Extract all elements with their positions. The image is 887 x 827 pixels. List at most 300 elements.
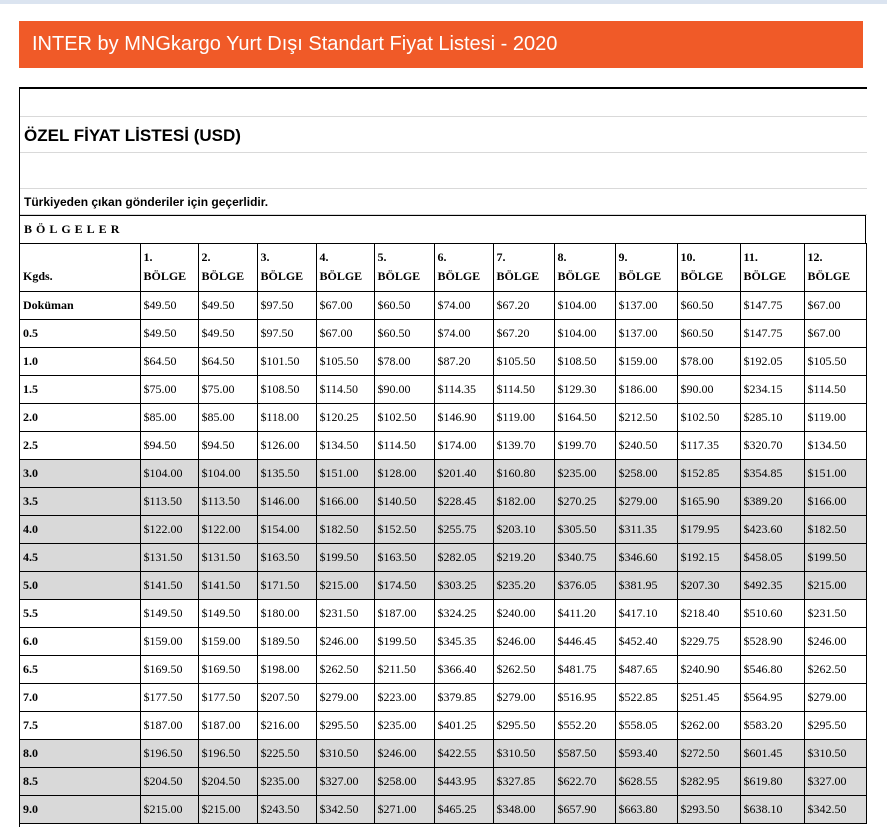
price-cell: $67.00 — [316, 320, 374, 348]
price-cell: $417.10 — [615, 600, 677, 628]
weight-cell: 8.0 — [20, 740, 140, 768]
price-cell: $64.50 — [140, 348, 198, 376]
table-row — [20, 712, 866, 740]
price-cell: $223.00 — [374, 684, 434, 712]
price-cell: $207.30 — [677, 572, 740, 600]
price-cell: $458.05 — [740, 544, 804, 572]
price-cell: $154.00 — [257, 516, 316, 544]
price-cell: $199.50 — [316, 544, 374, 572]
price-cell: $146.90 — [434, 404, 493, 432]
price-cell: $487.65 — [615, 656, 677, 684]
price-cell: $169.50 — [140, 656, 198, 684]
price-cell: $101.50 — [257, 348, 316, 376]
table-row — [20, 656, 866, 684]
price-cell: $87.20 — [434, 348, 493, 376]
price-cell: $179.95 — [677, 516, 740, 544]
price-cell: $104.00 — [140, 460, 198, 488]
table-header-row — [20, 244, 866, 292]
price-list-title: ÖZEL FİYAT LİSTESİ (USD) — [24, 126, 241, 145]
price-cell: $452.40 — [615, 628, 677, 656]
price-cell: $229.75 — [677, 628, 740, 656]
price-cell: $131.50 — [198, 544, 257, 572]
region-number: 6. — [437, 250, 447, 264]
price-cell: $423.60 — [740, 516, 804, 544]
price-cell: $657.90 — [554, 796, 615, 824]
price-cell: $49.50 — [198, 320, 257, 348]
region-label: BÖLGE — [143, 269, 187, 283]
price-cell: $177.50 — [198, 684, 257, 712]
price-cell: $94.50 — [198, 432, 257, 460]
price-cell: $196.50 — [198, 740, 257, 768]
price-cell: $258.00 — [374, 768, 434, 796]
price-cell: $203.10 — [493, 516, 554, 544]
price-cell: $113.50 — [140, 488, 198, 516]
price-cell: $207.50 — [257, 684, 316, 712]
weight-cell: 7.5 — [20, 712, 140, 740]
price-cell: $342.50 — [316, 796, 374, 824]
price-cell: $354.85 — [740, 460, 804, 488]
price-cell: $481.75 — [554, 656, 615, 684]
price-cell: $102.50 — [677, 404, 740, 432]
price-cell: $159.00 — [140, 628, 198, 656]
region-column-header — [740, 244, 804, 292]
price-cell: $601.45 — [740, 740, 804, 768]
price-cell: $67.20 — [493, 320, 554, 348]
price-cell: $160.80 — [493, 460, 554, 488]
price-cell: $182.50 — [316, 516, 374, 544]
region-label: BÖLGE — [618, 269, 662, 283]
price-cell: $60.50 — [677, 292, 740, 320]
price-cell: $119.00 — [804, 404, 866, 432]
price-cell: $199.50 — [804, 544, 866, 572]
price-cell: $215.00 — [198, 796, 257, 824]
region-label: BÖLGE — [260, 269, 304, 283]
price-cell: $117.35 — [677, 432, 740, 460]
price-cell: $113.50 — [198, 488, 257, 516]
price-cell: $119.00 — [493, 404, 554, 432]
price-cell: $663.80 — [615, 796, 677, 824]
region-number: 8. — [557, 250, 567, 264]
price-cell: $231.50 — [804, 600, 866, 628]
price-cell: $174.00 — [434, 432, 493, 460]
price-cell: $558.05 — [615, 712, 677, 740]
price-cell: $169.50 — [198, 656, 257, 684]
price-cell: $376.05 — [554, 572, 615, 600]
region-label: BÖLGE — [743, 269, 787, 283]
price-cell: $272.50 — [677, 740, 740, 768]
price-cell: $204.50 — [198, 768, 257, 796]
price-cell: $104.00 — [198, 460, 257, 488]
price-cell: $67.00 — [804, 320, 866, 348]
weight-cell: 4.5 — [20, 544, 140, 572]
price-cell: $324.25 — [434, 600, 493, 628]
price-cell: $97.50 — [257, 292, 316, 320]
weight-cell: 3.5 — [20, 488, 140, 516]
price-cell: $235.20 — [493, 572, 554, 600]
region-label: BÖLGE — [437, 269, 481, 283]
price-cell: $97.50 — [257, 320, 316, 348]
price-cell: $60.50 — [374, 292, 434, 320]
region-column-header — [140, 244, 198, 292]
price-cell: $105.50 — [316, 348, 374, 376]
weight-cell: 6.0 — [20, 628, 140, 656]
price-cell: $411.20 — [554, 600, 615, 628]
price-cell: $279.00 — [615, 488, 677, 516]
price-cell: $134.50 — [804, 432, 866, 460]
price-cell: $141.50 — [198, 572, 257, 600]
weight-cell: 8.5 — [20, 768, 140, 796]
region-column-header — [374, 244, 434, 292]
price-cell: $151.00 — [804, 460, 866, 488]
price-cell: $310.50 — [316, 740, 374, 768]
table-row — [20, 460, 866, 488]
weight-cell: 2.0 — [20, 404, 140, 432]
price-cell: $583.20 — [740, 712, 804, 740]
price-cell: $204.50 — [140, 768, 198, 796]
price-cell: $282.05 — [434, 544, 493, 572]
price-cell: $64.50 — [198, 348, 257, 376]
region-column-header — [316, 244, 374, 292]
price-cell: $270.25 — [554, 488, 615, 516]
price-cell: $171.50 — [257, 572, 316, 600]
price-cell: $196.50 — [140, 740, 198, 768]
price-cell: $201.40 — [434, 460, 493, 488]
price-cell: $522.85 — [615, 684, 677, 712]
price-cell: $187.00 — [374, 600, 434, 628]
price-cell: $192.15 — [677, 544, 740, 572]
price-cell: $114.50 — [804, 376, 866, 404]
table-row — [20, 320, 866, 348]
table-row — [20, 404, 866, 432]
price-cell: $215.00 — [316, 572, 374, 600]
price-cell: $182.50 — [804, 516, 866, 544]
table-row — [20, 740, 866, 768]
price-cell: $279.00 — [804, 684, 866, 712]
region-number: 7. — [496, 250, 506, 264]
price-cell: $446.45 — [554, 628, 615, 656]
price-cell: $159.00 — [615, 348, 677, 376]
blank-row — [20, 89, 867, 117]
price-cell: $546.80 — [740, 656, 804, 684]
price-cell: $67.20 — [493, 292, 554, 320]
weight-cell: 9.0 — [20, 796, 140, 824]
price-cell: $49.50 — [140, 320, 198, 348]
price-cell: $345.35 — [434, 628, 493, 656]
price-cell: $295.50 — [804, 712, 866, 740]
price-cell: $182.00 — [493, 488, 554, 516]
price-cell: $139.70 — [493, 432, 554, 460]
price-cell: $174.50 — [374, 572, 434, 600]
region-number: 11. — [743, 250, 758, 264]
price-cell: $215.00 — [140, 796, 198, 824]
weight-cell: 6.5 — [20, 656, 140, 684]
price-cell: $192.05 — [740, 348, 804, 376]
region-column-header — [198, 244, 257, 292]
price-cell: $105.50 — [493, 348, 554, 376]
price-cell: $279.00 — [493, 684, 554, 712]
price-cell: $295.50 — [493, 712, 554, 740]
table-row — [20, 488, 866, 516]
price-cell: $108.50 — [257, 376, 316, 404]
price-cell: $510.60 — [740, 600, 804, 628]
price-cell: $443.95 — [434, 768, 493, 796]
region-column-header — [554, 244, 615, 292]
price-cell: $90.00 — [677, 376, 740, 404]
page-title-banner: INTER by MNGkargo Yurt Dışı Standart Fiyat Listesi - 2020 — [19, 21, 863, 68]
price-cell: $147.75 — [740, 292, 804, 320]
price-cell: $346.60 — [615, 544, 677, 572]
table-row — [20, 572, 866, 600]
price-cell: $528.90 — [740, 628, 804, 656]
region-column-header — [677, 244, 740, 292]
table-row — [20, 376, 866, 404]
region-number: 4. — [319, 250, 329, 264]
region-number: 12. — [807, 250, 823, 264]
price-table-body — [20, 292, 866, 824]
region-number: 3. — [260, 250, 270, 264]
price-cell: $240.00 — [493, 600, 554, 628]
price-cell: $216.00 — [257, 712, 316, 740]
price-cell: $104.00 — [554, 292, 615, 320]
price-cell: $262.50 — [316, 656, 374, 684]
price-cell: $246.00 — [374, 740, 434, 768]
price-table — [20, 243, 867, 824]
price-cell: $85.00 — [140, 404, 198, 432]
price-cell: $187.00 — [198, 712, 257, 740]
price-cell: $320.70 — [740, 432, 804, 460]
price-cell: $74.00 — [434, 292, 493, 320]
price-cell: $102.50 — [374, 404, 434, 432]
blank-row — [20, 153, 867, 189]
price-cell: $163.50 — [257, 544, 316, 572]
price-cell: $305.50 — [554, 516, 615, 544]
table-row — [20, 600, 866, 628]
price-cell: $327.85 — [493, 768, 554, 796]
price-cell: $235.00 — [554, 460, 615, 488]
price-cell: $60.50 — [677, 320, 740, 348]
region-label: BÖLGE — [377, 269, 421, 283]
price-cell: $379.85 — [434, 684, 493, 712]
price-cell: $75.00 — [198, 376, 257, 404]
price-cell: $177.50 — [140, 684, 198, 712]
price-cell: $199.50 — [374, 628, 434, 656]
price-cell: $78.00 — [374, 348, 434, 376]
price-cell: $228.45 — [434, 488, 493, 516]
price-cell: $151.00 — [316, 460, 374, 488]
region-number: 2. — [201, 250, 211, 264]
price-cell: $108.50 — [554, 348, 615, 376]
price-cell: $114.50 — [374, 432, 434, 460]
table-row — [20, 348, 866, 376]
price-cell: $137.00 — [615, 292, 677, 320]
price-cell: $166.00 — [804, 488, 866, 516]
price-cell: $465.25 — [434, 796, 493, 824]
region-label: BÖLGE — [807, 269, 851, 283]
price-cell: $285.10 — [740, 404, 804, 432]
price-cell: $240.50 — [615, 432, 677, 460]
price-cell: $246.00 — [804, 628, 866, 656]
price-cell: $311.35 — [615, 516, 677, 544]
price-cell: $180.00 — [257, 600, 316, 628]
price-cell: $310.50 — [493, 740, 554, 768]
price-cell: $366.40 — [434, 656, 493, 684]
price-cell: $225.50 — [257, 740, 316, 768]
weight-cell: 5.5 — [20, 600, 140, 628]
price-cell: $235.00 — [257, 768, 316, 796]
price-cell: $401.25 — [434, 712, 493, 740]
price-cell: $422.55 — [434, 740, 493, 768]
weight-cell: Doküman — [20, 292, 140, 320]
price-cell: $293.50 — [677, 796, 740, 824]
weight-cell: 1.5 — [20, 376, 140, 404]
price-cell: $114.50 — [316, 376, 374, 404]
price-cell: $149.50 — [198, 600, 257, 628]
price-cell: $235.00 — [374, 712, 434, 740]
price-cell: $564.95 — [740, 684, 804, 712]
table-row — [20, 768, 866, 796]
price-cell: $126.00 — [257, 432, 316, 460]
price-cell: $49.50 — [198, 292, 257, 320]
region-number: 10. — [680, 250, 696, 264]
regions-heading: BÖLGELER — [20, 215, 866, 244]
region-number: 1. — [143, 250, 153, 264]
price-cell: $105.50 — [804, 348, 866, 376]
region-number: 5. — [377, 250, 387, 264]
price-cell: $85.00 — [198, 404, 257, 432]
price-cell: $114.35 — [434, 376, 493, 404]
price-cell: $94.50 — [140, 432, 198, 460]
price-cell: $258.00 — [615, 460, 677, 488]
price-cell: $90.00 — [374, 376, 434, 404]
price-cell: $140.50 — [374, 488, 434, 516]
price-cell: $246.00 — [316, 628, 374, 656]
price-cell: $163.50 — [374, 544, 434, 572]
price-cell: $131.50 — [140, 544, 198, 572]
price-cell: $251.45 — [677, 684, 740, 712]
price-cell: $348.00 — [493, 796, 554, 824]
price-cell: $215.00 — [804, 572, 866, 600]
top-border-strip — [0, 0, 887, 4]
price-cell: $327.00 — [316, 768, 374, 796]
price-cell: $310.50 — [804, 740, 866, 768]
price-cell: $149.50 — [140, 600, 198, 628]
weight-cell: 5.0 — [20, 572, 140, 600]
price-cell: $492.35 — [740, 572, 804, 600]
price-cell: $243.50 — [257, 796, 316, 824]
price-cell: $218.40 — [677, 600, 740, 628]
region-number: 9. — [618, 250, 628, 264]
weight-cell: 2.5 — [20, 432, 140, 460]
table-row — [20, 292, 866, 320]
price-cell: $114.50 — [493, 376, 554, 404]
price-cell: $166.00 — [316, 488, 374, 516]
price-cell: $60.50 — [374, 320, 434, 348]
validity-note: Türkiyeden çıkan gönderiler için geçerlidir. — [24, 195, 269, 209]
price-cell: $146.00 — [257, 488, 316, 516]
price-cell: $186.00 — [615, 376, 677, 404]
price-cell: $246.00 — [493, 628, 554, 656]
price-cell: $638.10 — [740, 796, 804, 824]
weight-column-header: Kgds. — [20, 244, 140, 292]
price-cell: $255.75 — [434, 516, 493, 544]
price-cell: $342.50 — [804, 796, 866, 824]
region-column-header — [615, 244, 677, 292]
price-cell: $152.85 — [677, 460, 740, 488]
price-cell: $159.00 — [198, 628, 257, 656]
price-cell: $152.50 — [374, 516, 434, 544]
region-column-header — [493, 244, 554, 292]
price-cell: $135.50 — [257, 460, 316, 488]
weight-cell: 7.0 — [20, 684, 140, 712]
table-row — [20, 544, 866, 572]
weight-cell: 1.0 — [20, 348, 140, 376]
price-cell: $234.15 — [740, 376, 804, 404]
price-cell: $78.00 — [677, 348, 740, 376]
price-cell: $67.00 — [316, 292, 374, 320]
price-cell: $295.50 — [316, 712, 374, 740]
price-cell: $141.50 — [140, 572, 198, 600]
price-cell: $199.70 — [554, 432, 615, 460]
price-cell: $240.90 — [677, 656, 740, 684]
price-cell: $164.50 — [554, 404, 615, 432]
price-cell: $552.20 — [554, 712, 615, 740]
price-cell: $74.00 — [434, 320, 493, 348]
price-cell: $49.50 — [140, 292, 198, 320]
price-cell: $147.75 — [740, 320, 804, 348]
price-cell: $118.00 — [257, 404, 316, 432]
price-cell: $120.25 — [316, 404, 374, 432]
table-row — [20, 516, 866, 544]
price-cell: $219.20 — [493, 544, 554, 572]
price-cell: $134.50 — [316, 432, 374, 460]
price-cell: $212.50 — [615, 404, 677, 432]
table-row — [20, 684, 866, 712]
region-column-header — [257, 244, 316, 292]
price-cell: $67.00 — [804, 292, 866, 320]
price-sheet — [19, 87, 867, 827]
price-cell: $381.95 — [615, 572, 677, 600]
price-cell: $340.75 — [554, 544, 615, 572]
price-cell: $198.00 — [257, 656, 316, 684]
region-label: BÖLGE — [201, 269, 245, 283]
price-cell: $327.00 — [804, 768, 866, 796]
price-cell: $628.55 — [615, 768, 677, 796]
region-column-header — [804, 244, 866, 292]
price-cell: $75.00 — [140, 376, 198, 404]
region-label: BÖLGE — [680, 269, 724, 283]
weight-cell: 0.5 — [20, 320, 140, 348]
price-cell: $271.00 — [374, 796, 434, 824]
table-row — [20, 432, 866, 460]
price-cell: $279.00 — [316, 684, 374, 712]
price-cell: $128.00 — [374, 460, 434, 488]
price-cell: $165.90 — [677, 488, 740, 516]
price-cell: $122.00 — [198, 516, 257, 544]
price-cell: $104.00 — [554, 320, 615, 348]
table-row — [20, 628, 866, 656]
price-cell: $282.95 — [677, 768, 740, 796]
region-label: BÖLGE — [319, 269, 363, 283]
price-cell: $622.70 — [554, 768, 615, 796]
region-column-header — [434, 244, 493, 292]
price-cell: $262.50 — [493, 656, 554, 684]
price-cell: $189.50 — [257, 628, 316, 656]
price-cell: $262.00 — [677, 712, 740, 740]
price-cell: $593.40 — [615, 740, 677, 768]
price-cell: $211.50 — [374, 656, 434, 684]
price-cell: $122.00 — [140, 516, 198, 544]
price-cell: $389.20 — [740, 488, 804, 516]
